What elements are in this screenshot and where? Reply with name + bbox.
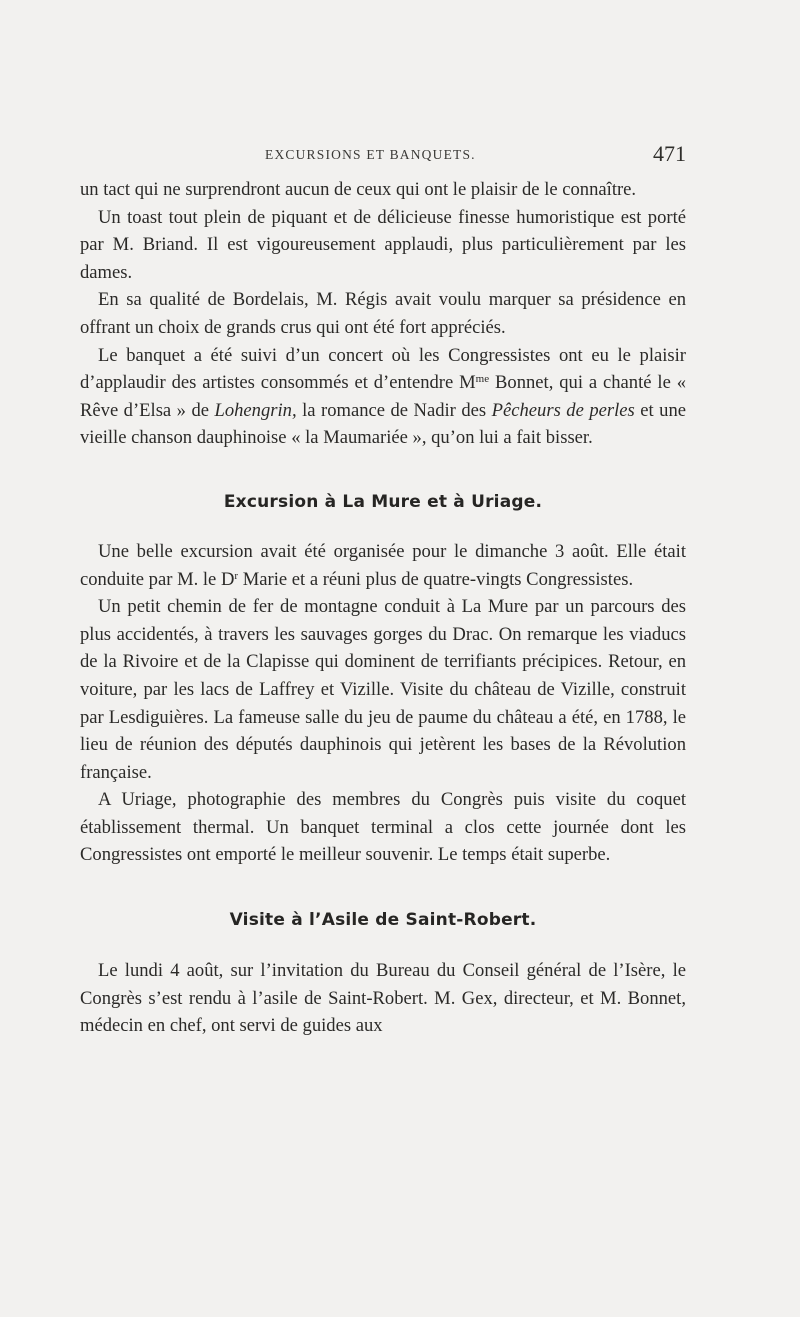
concert-superscript: me: [475, 373, 490, 386]
paragraph-toast: Un toast tout plein de piquant et de délicieuse finesse humoristique est porté par M. Briand. Il est vigoureusement applaudi, plus particulièrement par les dames.: [80, 206, 686, 283]
paragraph-excursion-uriage: A Uriage, photographie des membres du Congrès puis visite du coquet établissement thermal. Un banquet terminal a clos cette journée dont les Congressistes ont emporté le meilleur souvenir. Le temps était superbe.: [80, 789, 686, 866]
section-heading-asile: Visite à l’Asile de Saint-Robert.: [229, 910, 537, 931]
running-head: [80, 141, 686, 171]
paragraph-concert: [80, 342, 686, 452]
concert-text-a: Le banquet a été suivi d’un concert où les Congressistes ont eu le plaisir d’applaudir des artistes consommés et d’entendre M: [80, 344, 686, 394]
excursion-text-b: Marie et a réuni plus de quatre-vingts Congressistes.: [238, 568, 634, 590]
concert-italic-lohengrin: Lohengrin,: [214, 399, 297, 421]
concert-text-b: Bonnet, qui a chanté le « Rêve d’Elsa » de: [80, 372, 686, 421]
excursion-text-a: Une belle excursion avait été organisée pour le dimanche 3 août. Elle était conduite par M. le D: [80, 540, 686, 590]
paragraph-asile-visit: Le lundi 4 août, sur l’invitation du Bureau du Conseil général de l’Isère, le Congrès s’est rendu à l’asile de Saint-Robert. M. Gex, directeur, et M. Bonnet, médecin en chef, ont servi de guides aux: [80, 960, 686, 1037]
body-text: [80, 176, 686, 1040]
concert-text-d: et une vieille chanson dauphinoise « la Maumariée », qu’on lui a fait bisser.: [80, 399, 686, 449]
paragraph-grands-crus: En sa qualité de Bordelais, M. Régis avait voulu marquer sa présidence en offrant un choix de grands crus qui ont été fort appréciés.: [80, 289, 686, 338]
paragraph-excursion-intro: [80, 538, 686, 593]
concert-italic-pecheurs: Pêcheurs de perles: [491, 399, 635, 421]
paragraph-excursion-route: Un petit chemin de fer de montagne conduit à La Mure par un parcours des plus accidentés, à travers les sauvages gorges du Drac. On remarque les viaducs de la Rivoire et de la Clapisse qui dominent de terrifiants précipices. Retour, en voiture, par les lacs de Laffrey et Vizille. Visite du château de Vizille, construit par Lesdiguières. La fameuse salle du jeu de paume du château a été, en 1788, le lieu de réunion des députés dauphinois qui jetèrent les bases de la Révolution française.: [80, 596, 686, 783]
page-number: 471: [653, 141, 686, 166]
running-title: EXCURSIONS ET BANQUETS.: [265, 147, 476, 162]
concert-text-c: la romance de Nadir des: [296, 399, 492, 421]
section-heading-excursion: Excursion à La Mure et à Uriage.: [223, 491, 543, 512]
excursion-superscript: r: [234, 569, 239, 582]
paragraph-continuation: un tact qui ne surprendront aucun de ceux qui ont le plaisir de le connaître.: [80, 179, 637, 200]
